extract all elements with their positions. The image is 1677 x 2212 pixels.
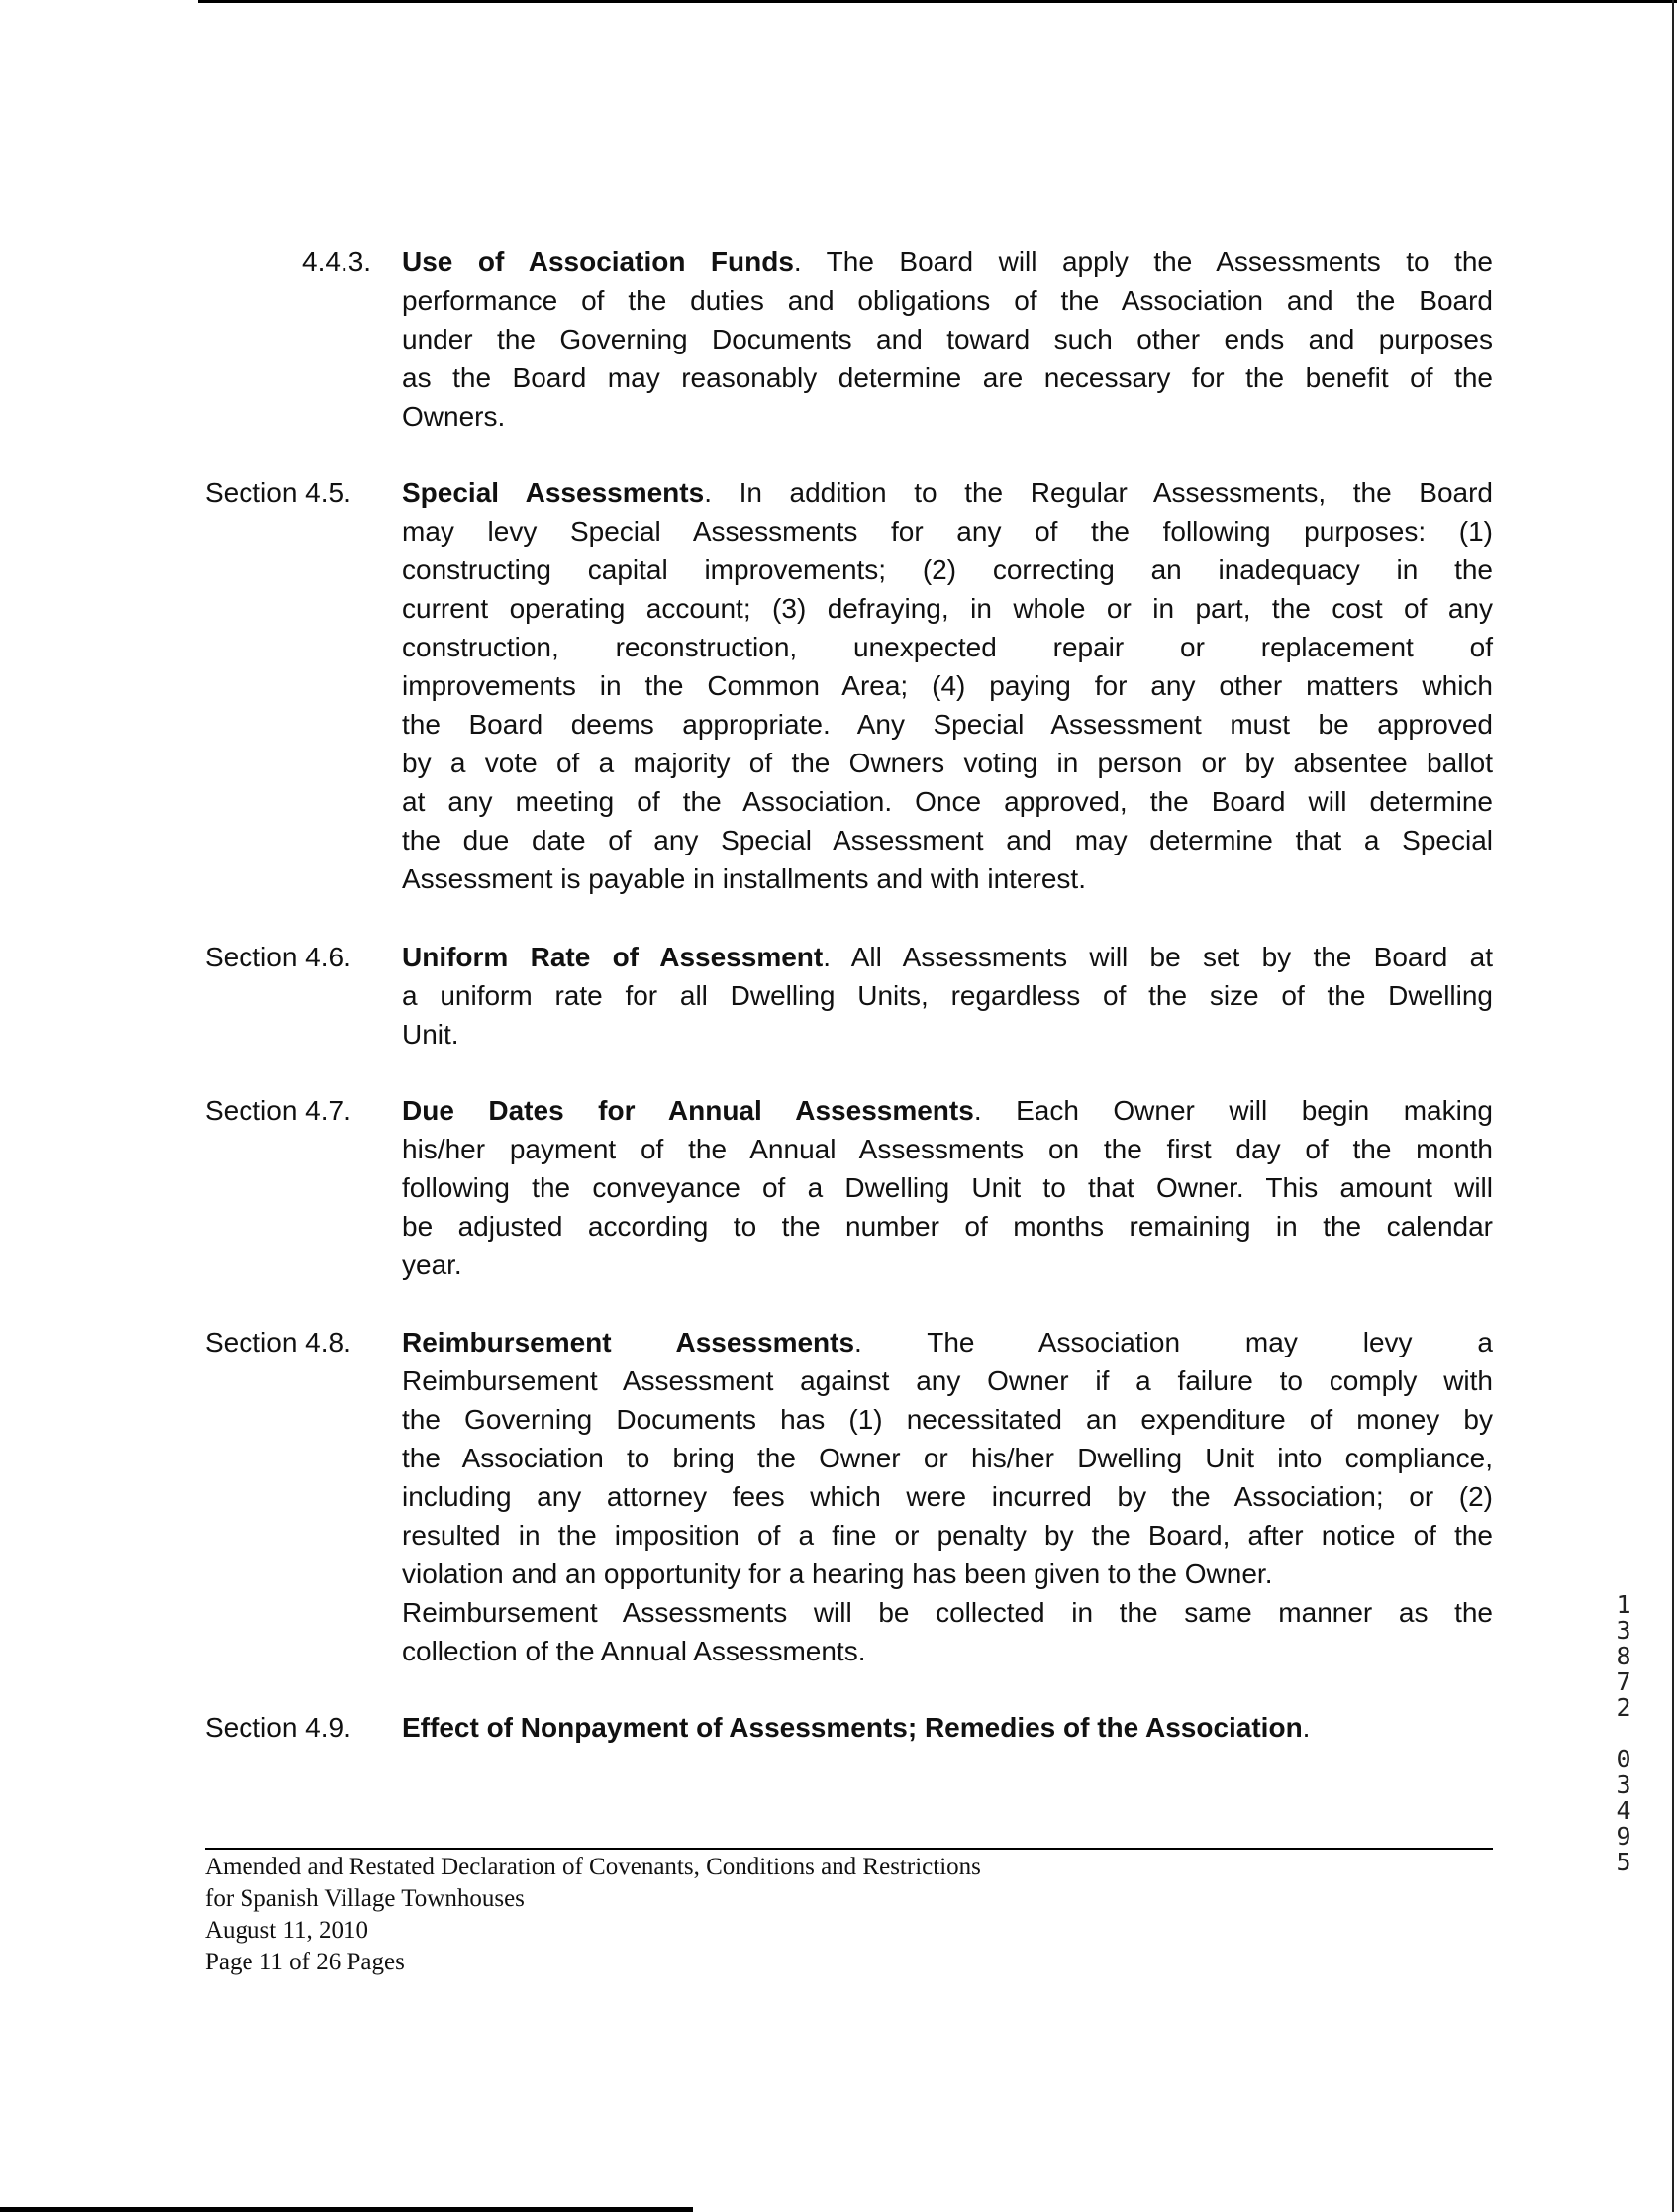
text-line: collection of the Annual Assessments. [402,1636,866,1666]
section-number: Section 4.8. [205,1327,351,1357]
text-fragment: . Each Owner will begin making [973,1095,1493,1126]
text-fragment: . The Association may levy a [854,1327,1494,1357]
section-text [402,938,1493,1054]
right-border-line [1672,0,1674,2212]
section-text [402,1708,1493,1747]
document-footer [205,1852,981,1978]
section-title: Effect of Nonpayment of Assessments; Remedies of the Association [402,1712,1303,1743]
footer-rule [205,1848,1493,1850]
text-fragment: . In addition to the Regular Assessments, the Board [704,477,1493,508]
text-line: current operating account; (3) defraying, in whole or in part, the cost of any [402,593,1493,624]
text-fragment: . All Assessments will be set by the Board at [823,942,1494,972]
text-line: improvements in the Common Area; (4) paying for any other matters which [402,670,1493,701]
section-text [402,1323,1493,1670]
text-line [402,1708,1493,1747]
text-line: the Association to bring the Owner or his/her Dwelling Unit into compliance, [402,1443,1493,1473]
text-line: year. [402,1250,462,1280]
section-title: Due Dates for Annual Assessments [402,1095,974,1126]
footer-title: Amended and Restated Declaration of Covenants, Conditions and Restrictions [205,1854,981,1880]
text-line: as the Board may reasonably determine are necessary for the benefit of the [402,362,1493,393]
text-line: at any meeting of the Association. Once approved, the Board will determine [402,786,1493,817]
text-line [402,473,1493,512]
text-line: may levy Special Assessments for any of the following purposes: (1) [402,516,1493,547]
section-text [402,473,1493,898]
text-line [402,1091,1493,1130]
bottom-border-line [0,2207,693,2212]
text-line [402,1323,1493,1361]
text-line: Owners. [402,401,506,432]
footer-subtitle: for Spanish Village Townhouses [205,1885,525,1912]
text-line [402,243,1493,281]
footer-date: August 11, 2010 [205,1917,369,1944]
text-fragment: . The Board will apply the Assessments to the [793,247,1493,277]
text-line: including any attorney fees which were incurred by the Association; or (2) [402,1481,1493,1512]
text-line: be adjusted according to the number of months remaining in the calendar [402,1211,1493,1242]
section-title: Use of Association Funds [402,247,794,277]
text-line: a uniform rate for all Dwelling Units, regardless of the size of the Dwelling [402,980,1493,1011]
text-fragment: . [1302,1712,1311,1743]
text-line: construction, reconstruction, unexpected repair or replacement of [402,632,1493,662]
text-line: resulted in the imposition of a fine or penalty by the Board, after notice of the [402,1520,1493,1551]
text-line [402,938,1493,976]
section-title: Reimbursement Assessments [402,1327,855,1357]
text-line: constructing capital improvements; (2) correcting an inadequacy in the [402,554,1493,585]
text-line: his/her payment of the Annual Assessments on the first day of the month [402,1134,1493,1164]
section-text [402,1091,1493,1284]
text-line: Assessment is payable in installments and with interest. [402,863,1086,894]
text-line: the Board deems appropriate. Any Special Assessment must be approved [402,709,1493,740]
section-title: Uniform Rate of Assessment [402,942,824,972]
section-number: 4.4.3. [302,247,372,277]
text-line: violation and an opportunity for a hearing has been given to the Owner. [402,1558,1273,1589]
section-title: Special Assessments [402,477,705,508]
stamp-part2: 03495 [1616,1745,1631,1876]
text-line: under the Governing Documents and toward such other ends and purposes [402,324,1493,354]
text-line: Reimbursement Assessment against any Owner if a failure to comply with [402,1365,1493,1396]
stamp-gap [1612,1721,1635,1747]
section-number: Section 4.9. [205,1712,351,1743]
text-line: by a vote of a majority of the Owners voting in person or by absentee ballot [402,748,1493,778]
section-number: Section 4.6. [205,942,351,972]
text-line: Reimbursement Assessments will be collected in the same manner as the [402,1597,1493,1628]
text-line: the Governing Documents has (1) necessitated an expenditure of money by [402,1404,1493,1435]
text-line: Unit. [402,1019,459,1050]
text-line: following the conveyance of a Dwelling Unit to that Owner. This amount will [402,1172,1493,1203]
text-line: performance of the duties and obligations of the Association and the Board [402,285,1493,316]
recording-number-stamp [1612,1592,1635,1875]
stamp-part1: 13872 [1616,1590,1631,1722]
footer-page-number: Page 11 of 26 Pages [205,1949,405,1975]
section-number: Section 4.7. [205,1095,351,1126]
section-number: Section 4.5. [205,477,351,508]
text-line: the due date of any Special Assessment and may determine that a Special [402,825,1493,855]
top-border-line [198,0,1677,3]
section-text [402,243,1493,436]
